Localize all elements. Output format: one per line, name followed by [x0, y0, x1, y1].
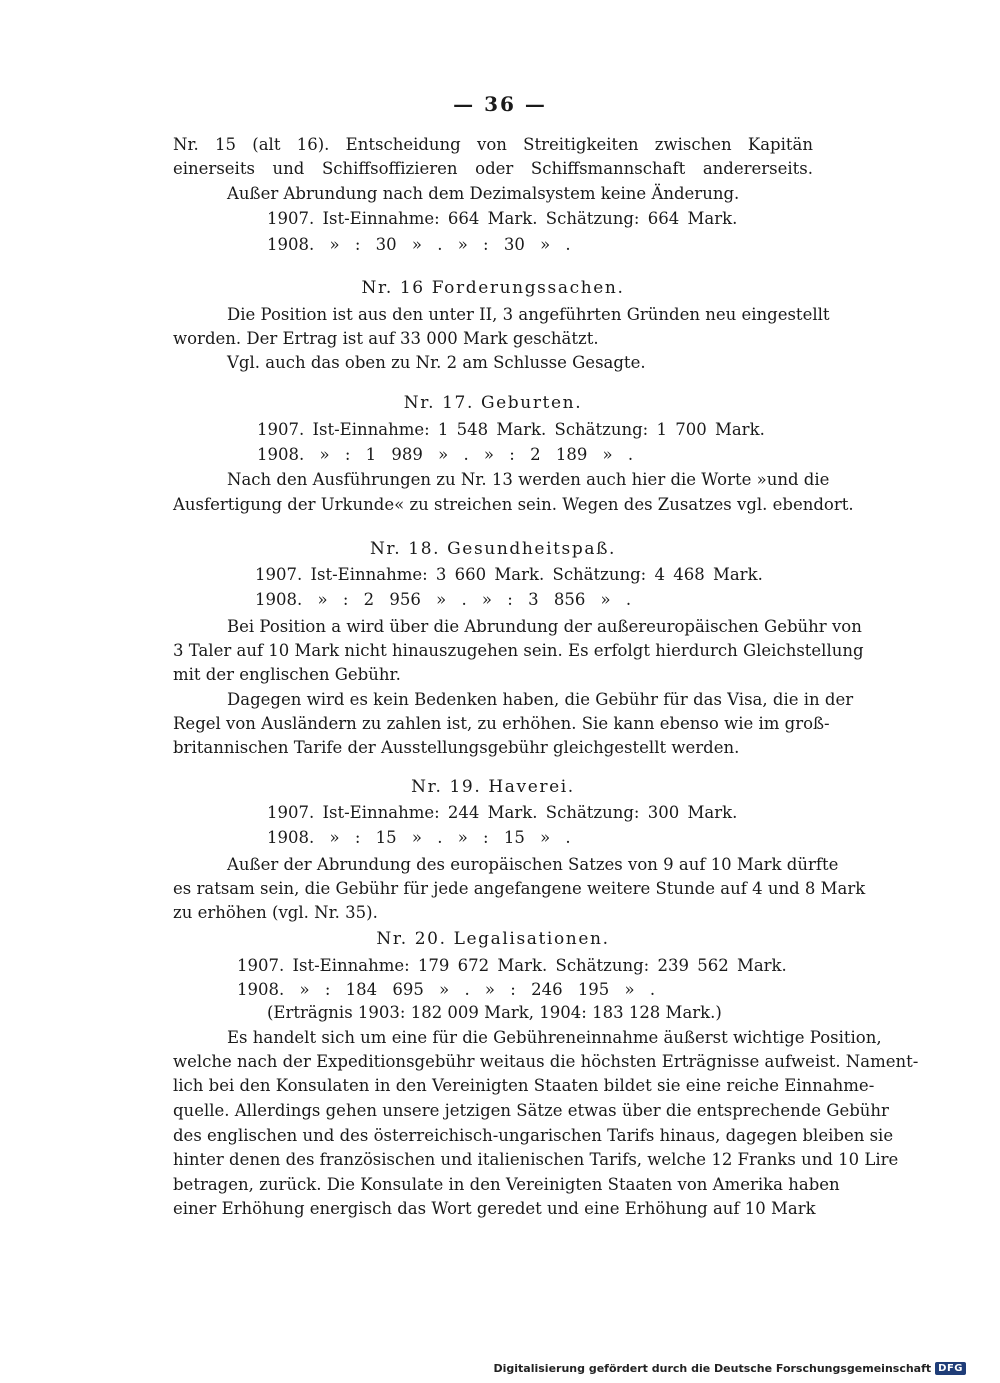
section-heading: Nr. 18. Gesundheitspaß. — [369, 539, 617, 559]
text-line: Außer Abrundung nach dem Dezimalsystem keine Änderung. — [227, 184, 740, 203]
text-line: Nr. 15 (alt 16). Entscheidung von Streitigkeiten zwischen Kapitän — [173, 135, 813, 154]
text-line: lich bei den Konsulaten in den Vereinigten Staaten bildet sie eine reiche Einnahme- — [173, 1076, 875, 1095]
footer-credit — [493, 1362, 966, 1375]
text-line: Die Position ist aus den unter II, 3 angeführten Gründen neu eingestellt — [227, 305, 830, 324]
section-heading: Nr. 19. Haverei. — [411, 777, 575, 797]
text-line: mit der englischen Gebühr. — [173, 665, 401, 684]
table-row: 1907. Ist-Einnahme: 664 Mark. Schätzung: 664 Mark. — [267, 209, 738, 228]
text-line: 3 Taler auf 10 Mark nicht hinauszugehen sein. Es erfolgt hierdurch Gleichstellung — [173, 641, 864, 660]
table-row: 1907. Ist-Einnahme: 244 Mark. Schätzung: 300 Mark. — [267, 803, 738, 822]
section-heading: Nr. 17. Geburten. — [403, 393, 583, 413]
text-line: Ausfertigung der Urkunde« zu streichen sein. Wegen des Zusatzes vgl. ebendort. — [173, 495, 854, 514]
table-row: 1908. » : 184 695 » . » : 246 195 » . — [237, 980, 656, 999]
dfg-logo: DFG — [935, 1362, 966, 1375]
table-row: 1908. » : 1 989 » . » : 2 189 » . — [257, 445, 634, 464]
text-line: zu erhöhen (vgl. Nr. 35). — [173, 903, 378, 922]
text-line: Außer der Abrundung des europäischen Satzes von 9 auf 10 Mark dürfte — [227, 855, 839, 874]
text-line: quelle. Allerdings gehen unsere jetzigen Sätze etwas über die entsprechende Gebühr — [173, 1101, 889, 1120]
text-line: (Erträgnis 1903: 182 009 Mark, 1904: 183 128 Mark.) — [267, 1003, 722, 1022]
table-row: 1907. Ist-Einnahme: 3 660 Mark. Schätzung: 4 468 Mark. — [255, 565, 763, 584]
text-line: Bei Position a wird über die Abrundung der außereuropäischen Gebühr von — [227, 617, 862, 636]
text-line: hinter denen des französischen und italienischen Tarifs, welche 12 Franks und 10 Lire — [173, 1150, 899, 1169]
text-line: einerseits und Schiffsoffizieren oder Schiffsmannschaft andererseits. — [173, 159, 813, 178]
text-line: britannischen Tarife der Ausstellungsgebühr gleichgestellt werden. — [173, 738, 740, 757]
section-heading: Nr. 16 Forderungssachen. — [361, 278, 625, 298]
table-row: 1907. Ist-Einnahme: 179 672 Mark. Schätzung: 239 562 Mark. — [237, 956, 787, 975]
section-heading: Nr. 20. Legalisationen. — [376, 929, 610, 949]
text-line: Nach den Ausführungen zu Nr. 13 werden auch hier die Worte »und die — [227, 470, 830, 489]
table-row: 1907. Ist-Einnahme: 1 548 Mark. Schätzung: 1 700 Mark. — [257, 420, 765, 439]
footer-text: Digitalisierung gefördert durch die Deutsche Forschungsgemeinschaft — [493, 1362, 932, 1375]
text-line: welche nach der Expeditionsgebühr weitaus die höchsten Erträgnisse aufweist. Nament- — [173, 1052, 919, 1071]
text-line: Es handelt sich um eine für die Gebühreneinnahme äußerst wichtige Position, — [227, 1028, 882, 1047]
table-row: 1908. » : 2 956 » . » : 3 856 » . — [255, 590, 632, 609]
page-number: — 36 — — [453, 92, 547, 116]
text-line: betragen, zurück. Die Konsulate in den Vereinigten Staaten von Amerika haben — [173, 1175, 840, 1194]
text-line: es ratsam sein, die Gebühr für jede angefangene weitere Stunde auf 4 und 8 Mark — [173, 879, 866, 898]
text-line: des englischen und des österreichisch-ungarischen Tarifs hinaus, dagegen bleiben sie — [173, 1126, 894, 1145]
text-line: worden. Der Ertrag ist auf 33 000 Mark geschätzt. — [173, 329, 599, 348]
text-line: Dagegen wird es kein Bedenken haben, die Gebühr für das Visa, die in der — [227, 690, 854, 709]
text-line: Vgl. auch das oben zu Nr. 2 am Schlusse Gesagte. — [227, 353, 646, 372]
table-row: 1908. » : 30 » . » : 30 » . — [267, 235, 571, 254]
text-line: einer Erhöhung energisch das Wort geredet und eine Erhöhung auf 10 Mark — [173, 1199, 816, 1218]
table-row: 1908. » : 15 » . » : 15 » . — [267, 828, 571, 847]
text-line: Regel von Ausländern zu zahlen ist, zu erhöhen. Sie kann ebenso wie im groß- — [173, 714, 830, 733]
